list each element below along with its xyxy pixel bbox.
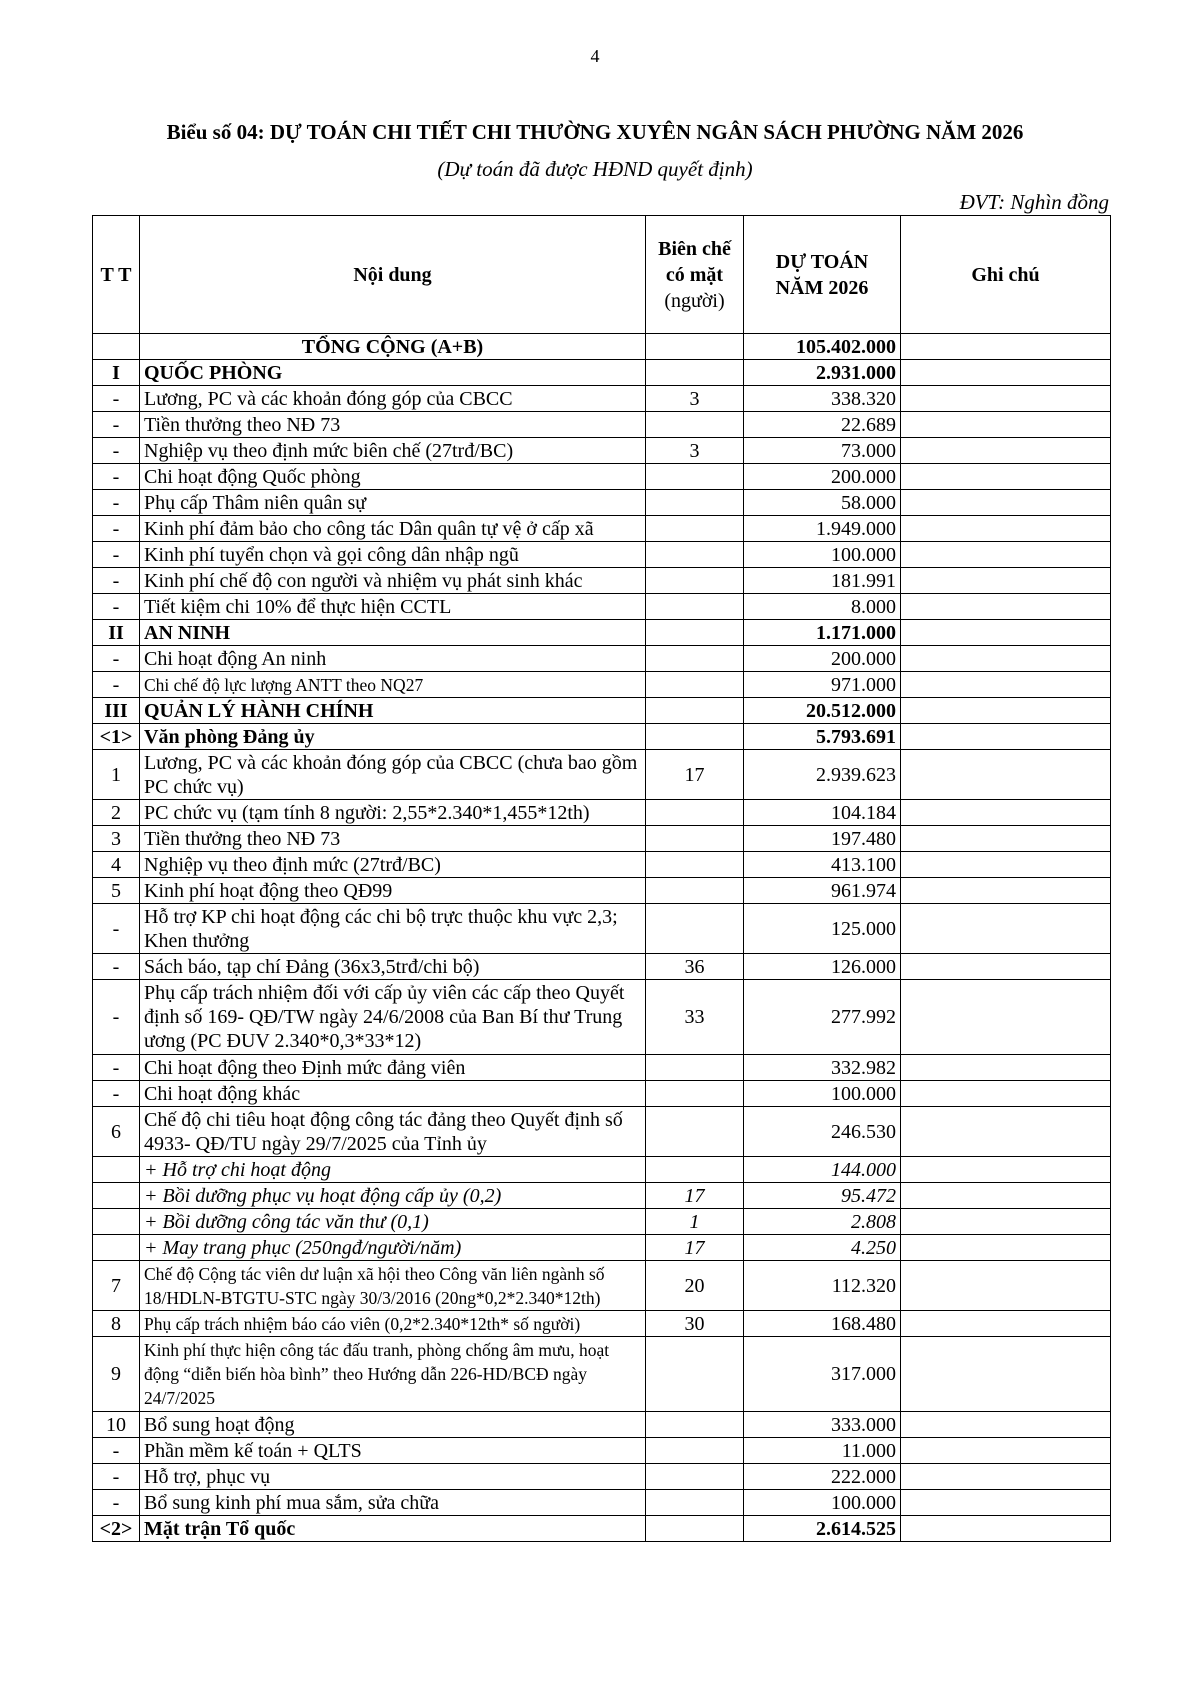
cell-ghi-chu	[901, 672, 1111, 698]
cell-tt: 5	[93, 878, 140, 904]
cell-du-toan: 126.000	[744, 954, 901, 980]
header-bien-che-line3: (người)	[664, 289, 725, 312]
cell-noi-dung: Kinh phí tuyển chọn và gọi công dân nhập ngũ	[140, 542, 646, 568]
cell-bien-che	[646, 698, 744, 724]
table-row	[93, 1055, 1111, 1081]
cell-noi-dung: AN NINH	[140, 620, 646, 646]
cell-du-toan: 338.320	[744, 386, 901, 412]
cell-noi-dung: Tiết kiệm chi 10% để thực hiện CCTL	[140, 594, 646, 620]
cell-ghi-chu	[901, 878, 1111, 904]
cell-noi-dung: Phụ cấp trách nhiệm báo cáo viên (0,2*2.340*12th* số người)	[140, 1311, 646, 1337]
cell-du-toan: 197.480	[744, 826, 901, 852]
cell-du-toan: 2.808	[744, 1209, 901, 1235]
header-du-toan-line1: DỰ TOÁN	[775, 250, 869, 273]
cell-ghi-chu	[901, 750, 1111, 800]
cell-du-toan: 317.000	[744, 1337, 901, 1412]
cell-noi-dung: Phụ cấp trách nhiệm đối với cấp ủy viên các cấp theo Quyết định số 169- QĐ/TW ngày 24/6/2008 của Ban Bí thư Trung ương (PC ĐUV 2.340*0,3*33*12)	[140, 980, 646, 1055]
header-tt: T T	[93, 216, 140, 334]
cell-du-toan: 200.000	[744, 646, 901, 672]
cell-du-toan: 2.939.623	[744, 750, 901, 800]
cell-bien-che	[646, 620, 744, 646]
cell-tt	[93, 1209, 140, 1235]
cell-noi-dung: Hỗ trợ KP chi hoạt động các chi bộ trực thuộc khu vực 2,3; Khen thưởng	[140, 904, 646, 954]
document-subtitle: (Dự toán đã được HĐND quyết định)	[437, 157, 753, 181]
table-row	[93, 1107, 1111, 1157]
cell-du-toan: 181.991	[744, 568, 901, 594]
cell-noi-dung: QUỐC PHÒNG	[140, 360, 646, 386]
cell-noi-dung: Phụ cấp Thâm niên quân sự	[140, 490, 646, 516]
table-row	[93, 852, 1111, 878]
cell-ghi-chu	[901, 1157, 1111, 1183]
table-row	[93, 1412, 1111, 1438]
cell-noi-dung: Lương, PC và các khoản đóng góp của CBCC (chưa bao gồm PC chức vụ)	[140, 750, 646, 800]
cell-du-toan: 100.000	[744, 542, 901, 568]
cell-du-toan: 112.320	[744, 1261, 901, 1311]
cell-du-toan: 73.000	[744, 438, 901, 464]
cell-ghi-chu	[901, 1107, 1111, 1157]
cell-tt: -	[93, 516, 140, 542]
cell-bien-che	[646, 412, 744, 438]
cell-du-toan: 8.000	[744, 594, 901, 620]
table-row	[93, 334, 1111, 360]
table-row	[93, 1311, 1111, 1337]
cell-tt: 7	[93, 1261, 140, 1311]
cell-bien-che	[646, 516, 744, 542]
table-row	[93, 412, 1111, 438]
cell-ghi-chu	[901, 542, 1111, 568]
cell-du-toan: 144.000	[744, 1157, 901, 1183]
cell-ghi-chu	[901, 412, 1111, 438]
cell-ghi-chu	[901, 334, 1111, 360]
cell-tt: -	[93, 1081, 140, 1107]
cell-tt: 1	[93, 750, 140, 800]
cell-tt: II	[93, 620, 140, 646]
cell-bien-che	[646, 490, 744, 516]
cell-tt: -	[93, 1464, 140, 1490]
cell-du-toan: 1.171.000	[744, 620, 901, 646]
cell-du-toan: 332.982	[744, 1055, 901, 1081]
cell-bien-che: 17	[646, 1183, 744, 1209]
cell-tt	[93, 1157, 140, 1183]
cell-bien-che	[646, 878, 744, 904]
cell-ghi-chu	[901, 1235, 1111, 1261]
cell-ghi-chu	[901, 516, 1111, 542]
cell-tt	[93, 1183, 140, 1209]
cell-bien-che: 3	[646, 386, 744, 412]
header-du-toan	[744, 216, 901, 334]
cell-noi-dung: + Bồi dưỡng phục vụ hoạt động cấp ủy (0,2)	[140, 1183, 646, 1209]
table-row	[93, 800, 1111, 826]
table-row	[93, 1209, 1111, 1235]
table-row	[93, 1516, 1111, 1542]
cell-du-toan: 100.000	[744, 1490, 901, 1516]
cell-ghi-chu	[901, 594, 1111, 620]
cell-ghi-chu	[901, 646, 1111, 672]
table-row	[93, 1081, 1111, 1107]
cell-noi-dung: Nghiệp vụ theo định mức biên chế (27trđ/BC)	[140, 438, 646, 464]
table-row	[93, 826, 1111, 852]
table-row	[93, 386, 1111, 412]
cell-tt: 9	[93, 1337, 140, 1412]
cell-noi-dung: Bổ sung hoạt động	[140, 1412, 646, 1438]
cell-bien-che: 17	[646, 1235, 744, 1261]
cell-noi-dung: Mặt trận Tổ quốc	[140, 1516, 646, 1542]
cell-tt: -	[93, 904, 140, 954]
cell-tt: -	[93, 490, 140, 516]
cell-du-toan: 1.949.000	[744, 516, 901, 542]
cell-tt: -	[93, 542, 140, 568]
cell-tt: -	[93, 1055, 140, 1081]
cell-bien-che: 3	[646, 438, 744, 464]
cell-du-toan: 2.931.000	[744, 360, 901, 386]
cell-tt: <2>	[93, 1516, 140, 1542]
cell-bien-che	[646, 1438, 744, 1464]
cell-bien-che	[646, 1516, 744, 1542]
cell-bien-che	[646, 646, 744, 672]
cell-du-toan: 222.000	[744, 1464, 901, 1490]
cell-noi-dung: Nghiệp vụ theo định mức (27trđ/BC)	[140, 852, 646, 878]
cell-bien-che	[646, 594, 744, 620]
cell-bien-che	[646, 672, 744, 698]
cell-bien-che	[646, 1337, 744, 1412]
cell-bien-che	[646, 1107, 744, 1157]
table-body	[93, 334, 1111, 1542]
table-row	[93, 490, 1111, 516]
cell-tt: -	[93, 464, 140, 490]
cell-noi-dung: Hỗ trợ, phục vụ	[140, 1464, 646, 1490]
cell-tt	[93, 334, 140, 360]
cell-noi-dung: Chi hoạt động theo Định mức đảng viên	[140, 1055, 646, 1081]
cell-tt: -	[93, 980, 140, 1055]
cell-tt: 4	[93, 852, 140, 878]
cell-ghi-chu	[901, 1490, 1111, 1516]
cell-ghi-chu	[901, 620, 1111, 646]
cell-noi-dung: Kinh phí chế độ con người và nhiệm vụ phát sinh khác	[140, 568, 646, 594]
cell-tt: III	[93, 698, 140, 724]
cell-tt: 3	[93, 826, 140, 852]
table-row	[93, 594, 1111, 620]
table-row	[93, 954, 1111, 980]
cell-ghi-chu	[901, 1209, 1111, 1235]
cell-du-toan: 200.000	[744, 464, 901, 490]
table-row	[93, 542, 1111, 568]
cell-du-toan: 2.614.525	[744, 1516, 901, 1542]
cell-du-toan: 22.689	[744, 412, 901, 438]
cell-noi-dung: QUẢN LÝ HÀNH CHÍNH	[140, 698, 646, 724]
cell-du-toan: 961.974	[744, 878, 901, 904]
header-noi-dung: Nội dung	[140, 216, 646, 334]
cell-noi-dung: Kinh phí hoạt động theo QĐ99	[140, 878, 646, 904]
cell-bien-che	[646, 464, 744, 490]
cell-du-toan: 125.000	[744, 904, 901, 954]
cell-ghi-chu	[901, 568, 1111, 594]
cell-ghi-chu	[901, 1081, 1111, 1107]
table-row	[93, 1464, 1111, 1490]
table-row	[93, 646, 1111, 672]
cell-noi-dung: TỔNG CỘNG (A+B)	[140, 334, 646, 360]
cell-ghi-chu	[901, 698, 1111, 724]
table-row	[93, 672, 1111, 698]
cell-tt: -	[93, 594, 140, 620]
table-row	[93, 1183, 1111, 1209]
cell-du-toan: 104.184	[744, 800, 901, 826]
cell-ghi-chu	[901, 1055, 1111, 1081]
cell-noi-dung: Kinh phí thực hiện công tác đấu tranh, phòng chống âm mưu, hoạt động “diễn biến hòa bình” theo Hướng dẫn 226-HD/BCĐ ngày 24/7/2025	[140, 1337, 646, 1412]
cell-du-toan: 105.402.000	[744, 334, 901, 360]
cell-du-toan: 95.472	[744, 1183, 901, 1209]
cell-noi-dung: Sách báo, tạp chí Đảng (36x3,5trđ/chi bộ)	[140, 954, 646, 980]
header-bien-che-line1: Biên chế	[658, 237, 731, 260]
unit-label: ĐVT: Nghìn đồng	[959, 190, 1109, 214]
cell-du-toan: 20.512.000	[744, 698, 901, 724]
cell-ghi-chu	[901, 490, 1111, 516]
document-title: Biểu số 04: DỰ TOÁN CHI TIẾT CHI THƯỜNG XUYÊN NGÂN SÁCH PHƯỜNG NĂM 2026	[166, 120, 1024, 144]
cell-noi-dung: Văn phòng Đảng ủy	[140, 724, 646, 750]
cell-noi-dung: + May trang phục (250ngđ/người/năm)	[140, 1235, 646, 1261]
cell-noi-dung: Kinh phí đảm bảo cho công tác Dân quân tự vệ ở cấp xã	[140, 516, 646, 542]
cell-tt: -	[93, 568, 140, 594]
table-row	[93, 878, 1111, 904]
cell-ghi-chu	[901, 1311, 1111, 1337]
cell-noi-dung: Phần mềm kế toán + QLTS	[140, 1438, 646, 1464]
cell-noi-dung: Lương, PC và các khoản đóng góp của CBCC	[140, 386, 646, 412]
cell-ghi-chu	[901, 360, 1111, 386]
cell-noi-dung: Tiền thưởng theo NĐ 73	[140, 826, 646, 852]
table-row	[93, 516, 1111, 542]
cell-ghi-chu	[901, 386, 1111, 412]
cell-ghi-chu	[901, 980, 1111, 1055]
header-bien-che	[646, 216, 744, 334]
table-row	[93, 1438, 1111, 1464]
cell-ghi-chu	[901, 800, 1111, 826]
cell-ghi-chu	[901, 1337, 1111, 1412]
cell-tt: -	[93, 954, 140, 980]
cell-du-toan: 58.000	[744, 490, 901, 516]
cell-bien-che	[646, 904, 744, 954]
header-ghi-chu: Ghi chú	[901, 216, 1111, 334]
cell-bien-che: 17	[646, 750, 744, 800]
cell-bien-che	[646, 724, 744, 750]
cell-tt: -	[93, 1438, 140, 1464]
table-header-row	[93, 216, 1111, 334]
table-row	[93, 464, 1111, 490]
header-bien-che-line2: có mặt	[665, 263, 724, 286]
cell-noi-dung: Bổ sung kinh phí mua sắm, sửa chữa	[140, 1490, 646, 1516]
cell-bien-che: 36	[646, 954, 744, 980]
table-row	[93, 438, 1111, 464]
cell-tt	[93, 1235, 140, 1261]
table-row	[93, 620, 1111, 646]
cell-tt: -	[93, 412, 140, 438]
cell-tt: I	[93, 360, 140, 386]
cell-bien-che	[646, 826, 744, 852]
cell-tt: 6	[93, 1107, 140, 1157]
cell-noi-dung: + Bồi dưỡng công tác văn thư (0,1)	[140, 1209, 646, 1235]
cell-du-toan: 4.250	[744, 1235, 901, 1261]
cell-noi-dung: + Hỗ trợ chi hoạt động	[140, 1157, 646, 1183]
cell-tt: -	[93, 386, 140, 412]
cell-bien-che	[646, 1412, 744, 1438]
table-row	[93, 568, 1111, 594]
cell-du-toan: 971.000	[744, 672, 901, 698]
cell-bien-che	[646, 334, 744, 360]
page-number: 4	[590, 46, 600, 66]
cell-bien-che	[646, 568, 744, 594]
table-row	[93, 904, 1111, 954]
cell-noi-dung: Chi hoạt động An ninh	[140, 646, 646, 672]
cell-du-toan: 413.100	[744, 852, 901, 878]
cell-ghi-chu	[901, 1438, 1111, 1464]
cell-tt: <1>	[93, 724, 140, 750]
cell-du-toan: 246.530	[744, 1107, 901, 1157]
cell-noi-dung: Chi chế độ lực lượng ANTT theo NQ27	[140, 672, 646, 698]
cell-ghi-chu	[901, 1412, 1111, 1438]
table-row	[93, 750, 1111, 800]
cell-du-toan: 333.000	[744, 1412, 901, 1438]
cell-ghi-chu	[901, 464, 1111, 490]
cell-du-toan: 168.480	[744, 1311, 901, 1337]
cell-ghi-chu	[901, 1261, 1111, 1311]
cell-du-toan: 11.000	[744, 1438, 901, 1464]
cell-bien-che	[646, 360, 744, 386]
cell-noi-dung: Chi hoạt động khác	[140, 1081, 646, 1107]
cell-bien-che	[646, 1055, 744, 1081]
cell-noi-dung: PC chức vụ (tạm tính 8 người: 2,55*2.340*1,455*12th)	[140, 800, 646, 826]
cell-bien-che	[646, 1464, 744, 1490]
cell-tt: -	[93, 438, 140, 464]
table-row	[93, 1157, 1111, 1183]
cell-bien-che	[646, 1081, 744, 1107]
cell-ghi-chu	[901, 826, 1111, 852]
table-row	[93, 1261, 1111, 1311]
cell-noi-dung: Chi hoạt động Quốc phòng	[140, 464, 646, 490]
table-row	[93, 360, 1111, 386]
cell-bien-che: 33	[646, 980, 744, 1055]
cell-tt: -	[93, 672, 140, 698]
cell-bien-che	[646, 800, 744, 826]
table-row	[93, 1490, 1111, 1516]
cell-ghi-chu	[901, 954, 1111, 980]
cell-bien-che	[646, 1490, 744, 1516]
cell-tt: 8	[93, 1311, 140, 1337]
cell-du-toan: 5.793.691	[744, 724, 901, 750]
cell-ghi-chu	[901, 1516, 1111, 1542]
table-row	[93, 980, 1111, 1055]
cell-du-toan: 277.992	[744, 980, 901, 1055]
cell-bien-che	[646, 542, 744, 568]
cell-tt: -	[93, 1490, 140, 1516]
cell-tt: -	[93, 646, 140, 672]
cell-ghi-chu	[901, 904, 1111, 954]
cell-ghi-chu	[901, 724, 1111, 750]
table-row	[93, 724, 1111, 750]
cell-ghi-chu	[901, 438, 1111, 464]
table-row	[93, 1235, 1111, 1261]
cell-bien-che: 1	[646, 1209, 744, 1235]
cell-bien-che: 30	[646, 1311, 744, 1337]
cell-noi-dung: Chế độ chi tiêu hoạt động công tác đảng theo Quyết định số 4933- QĐ/TU ngày 29/7/2025 của Tỉnh ủy	[140, 1107, 646, 1157]
cell-tt: 2	[93, 800, 140, 826]
cell-ghi-chu	[901, 1183, 1111, 1209]
cell-ghi-chu	[901, 852, 1111, 878]
budget-table	[92, 215, 1111, 1542]
cell-tt: 10	[93, 1412, 140, 1438]
header-du-toan-line2: NĂM 2026	[775, 276, 869, 299]
cell-noi-dung: Chế độ Cộng tác viên dư luận xã hội theo Công văn liên ngành số 18/HDLN-BTGTU-STC ngày 30/3/2016 (20ng*0,2*2.340*12th)	[140, 1261, 646, 1311]
cell-bien-che: 20	[646, 1261, 744, 1311]
cell-du-toan: 100.000	[744, 1081, 901, 1107]
table-row	[93, 1337, 1111, 1412]
cell-bien-che	[646, 1157, 744, 1183]
cell-noi-dung: Tiền thưởng theo NĐ 73	[140, 412, 646, 438]
cell-ghi-chu	[901, 1464, 1111, 1490]
cell-bien-che	[646, 852, 744, 878]
table-row	[93, 698, 1111, 724]
